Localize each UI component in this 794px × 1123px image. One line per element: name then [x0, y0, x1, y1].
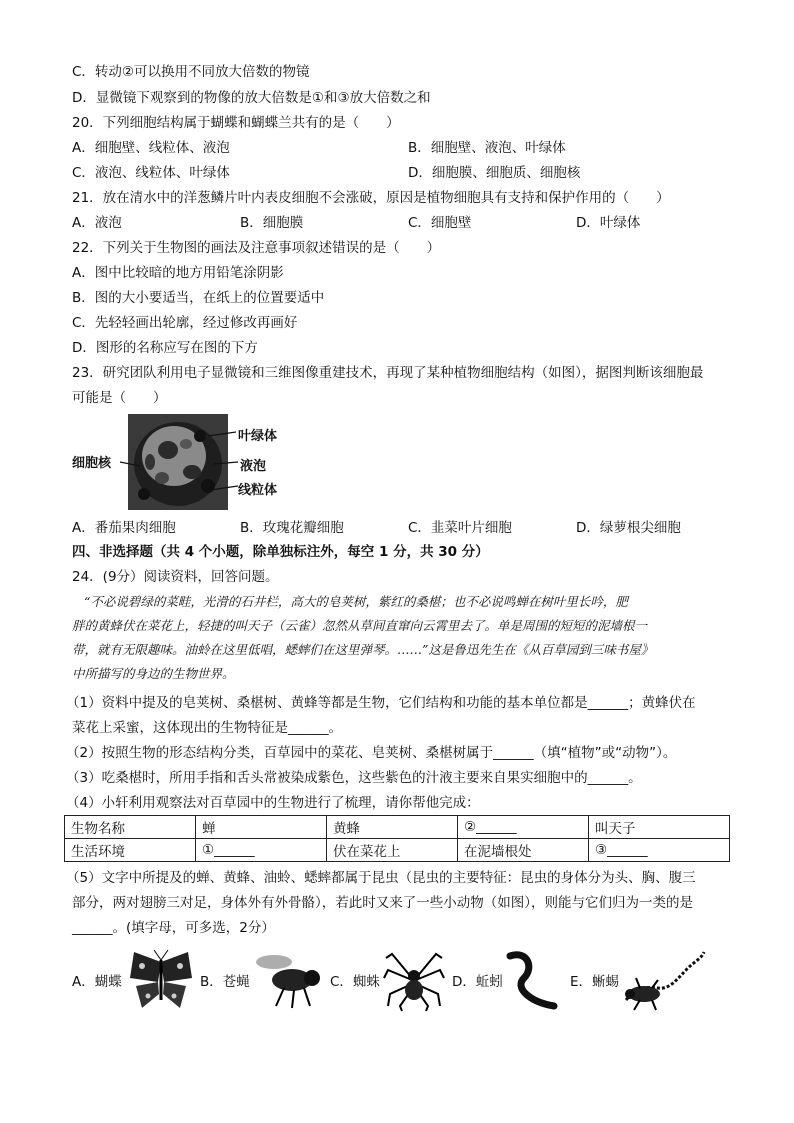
q23-stem-line1: 23．研究团队利用电子显微镜和三维图像重建技术，再现了某种植物细胞结构（如图），据图判断该细胞最	[72, 365, 704, 381]
q20-option-d: D．细胞膜、细胞质、细胞核	[408, 165, 581, 181]
earthworm-icon	[504, 948, 560, 1012]
animal-option-e: E．蜥蜴	[570, 974, 620, 990]
q20-option-c: C．液泡、线粒体、叶绿体	[72, 165, 230, 181]
q20-stem: 20．下列细胞结构属于蝴蝶和蝴蝶兰共有的是（ ）	[72, 115, 400, 131]
q22-stem: 22．下列关于生物图的画法及注意事项叙述错误的是（ ）	[72, 240, 441, 256]
q21-option-b: B．细胞膜	[240, 215, 304, 231]
label-vacuole: 液泡	[240, 459, 267, 474]
butterfly-icon	[128, 948, 194, 1012]
q24-part5-line1: （5）文字中所提及的蝉、黄蜂、油蛉、蟋蟀都属于昆虫（昆虫的主要特征：昆虫的身体分为头、胸、腹三	[66, 870, 696, 886]
passage-line: 带，就有无限趣味。油蛉在这里低唱，蟋蟀们在这里弹琴。……”这是鲁迅先生在《从百草园到三味书屋》	[72, 642, 654, 657]
observation-table	[64, 815, 730, 862]
animal-option-b: B．苍蝇	[200, 974, 250, 990]
table-cell: ③______	[589, 839, 730, 862]
passage-line: “不必说碧绿的菜畦，光滑的石井栏，高大的皂荚树，紫红的桑椹；也不必说鸣蝉在树叶里长吟，肥	[84, 594, 628, 609]
q24-part5-line3: ______。(填字母，可多选，2分）	[72, 920, 275, 936]
q23-option-a: A．番茄果肉细胞	[72, 520, 176, 536]
table-cell: 叫天子	[589, 816, 730, 839]
q24-part1-line2: 菜花上采蜜，这体现出的生物特征是______。	[72, 720, 342, 736]
section4-heading: 四、非选择题（共 4 个小题，除单独标注外，每空 1 分，共 30 分）	[72, 544, 489, 560]
table-row	[65, 816, 730, 839]
micrograph-label-lines	[110, 420, 250, 510]
passage-line: 中所描写的身边的生物世界。	[72, 666, 235, 681]
lizard-icon	[622, 948, 706, 1012]
q21-option-d: D．叶绿体	[576, 215, 641, 231]
q23-option-c: C．韭菜叶片细胞	[408, 520, 512, 536]
q24-stem: 24．(9分）阅读资料，回答问题。	[72, 569, 279, 585]
q22-option-b: B．图的大小要适当，在纸上的位置要适中	[72, 290, 325, 306]
q19-option-c: C．转动②可以换用不同放大倍数的物镜	[72, 64, 310, 80]
q20-option-b: B．细胞壁、液泡、叶绿体	[408, 140, 566, 156]
table-cell: ①______	[196, 839, 327, 862]
q22-option-c: C．先轻轻画出轮廓，经过修改再画好	[72, 315, 298, 331]
label-nucleus: 细胞核	[72, 456, 112, 471]
label-chloroplast: 叶绿体	[238, 429, 278, 444]
table-row	[65, 839, 730, 862]
table-cell: 伏在菜花上	[327, 839, 458, 862]
table-cell: 黄蜂	[327, 816, 458, 839]
table-cell: 生活环境	[65, 839, 196, 862]
animal-option-c: C．蜘蛛	[330, 974, 380, 990]
passage-line: 胖的黄蜂伏在菜花上，轻捷的叫天子（云雀）忽然从草间直窜向云霄里去了。单是周围的短短的泥墙根一	[72, 618, 648, 633]
spider-icon	[382, 948, 446, 1012]
q22-option-a: A．图中比较暗的地方用铅笔涂阴影	[72, 265, 284, 281]
table-cell: 生物名称	[65, 816, 196, 839]
q21-option-a: A．液泡	[72, 215, 122, 231]
q24-part3: （3）吃桑椹时，所用手指和舌头常被染成紫色，这些紫色的汁液主要来自果实细胞中的______。	[66, 770, 642, 786]
q24-part5-line2: 部分，两对翅膀三对足，身体外有外骨骼），若此时又来了一些小动物（如图），则能与它们归为一类的是	[72, 895, 693, 911]
q19-option-d: D．显微镜下观察到的物像的放大倍数是①和③放大倍数之和	[72, 90, 431, 106]
q20-option-a: A．细胞壁、线粒体、液泡	[72, 140, 230, 156]
q24-part4: （4）小轩利用观察法对百草园中的生物进行了梳理，请你帮他完成：	[66, 795, 480, 811]
table-cell: ②______	[458, 816, 589, 839]
q23-stem-line2: 可能是（ ）	[72, 390, 167, 406]
q24-part2: （2）按照生物的形态结构分类，百草园中的菜花、皂荚树、桑椹树属于______（填“植物”或“动物”）。	[66, 745, 677, 761]
table-cell: 在泥墙根处	[458, 839, 589, 862]
table-cell: 蝉	[196, 816, 327, 839]
q22-option-d: D．图形的名称应写在图的下方	[72, 340, 258, 356]
label-mitochondria: 线粒体	[238, 483, 278, 498]
fly-icon	[252, 948, 322, 1012]
animal-option-a: A．蝴蝶	[72, 974, 122, 990]
q24-passage	[72, 590, 732, 686]
q24-part1-line1: （1）资料中提及的皂荚树、桑椹树、黄蜂等都是生物，它们结构和功能的基本单位都是______；黄蜂伏在	[66, 695, 696, 711]
q21-option-c: C．细胞壁	[408, 215, 472, 231]
q23-option-b: B．玫瑰花瓣细胞	[240, 520, 344, 536]
q21-stem: 21．放在清水中的洋葱鳞片叶内表皮细胞不会涨破，原因是植物细胞具有支持和保护作用的（ ）	[72, 190, 670, 206]
q23-option-d: D．绿萝根尖细胞	[576, 520, 681, 536]
animal-option-d: D．蚯蚓	[452, 974, 503, 990]
